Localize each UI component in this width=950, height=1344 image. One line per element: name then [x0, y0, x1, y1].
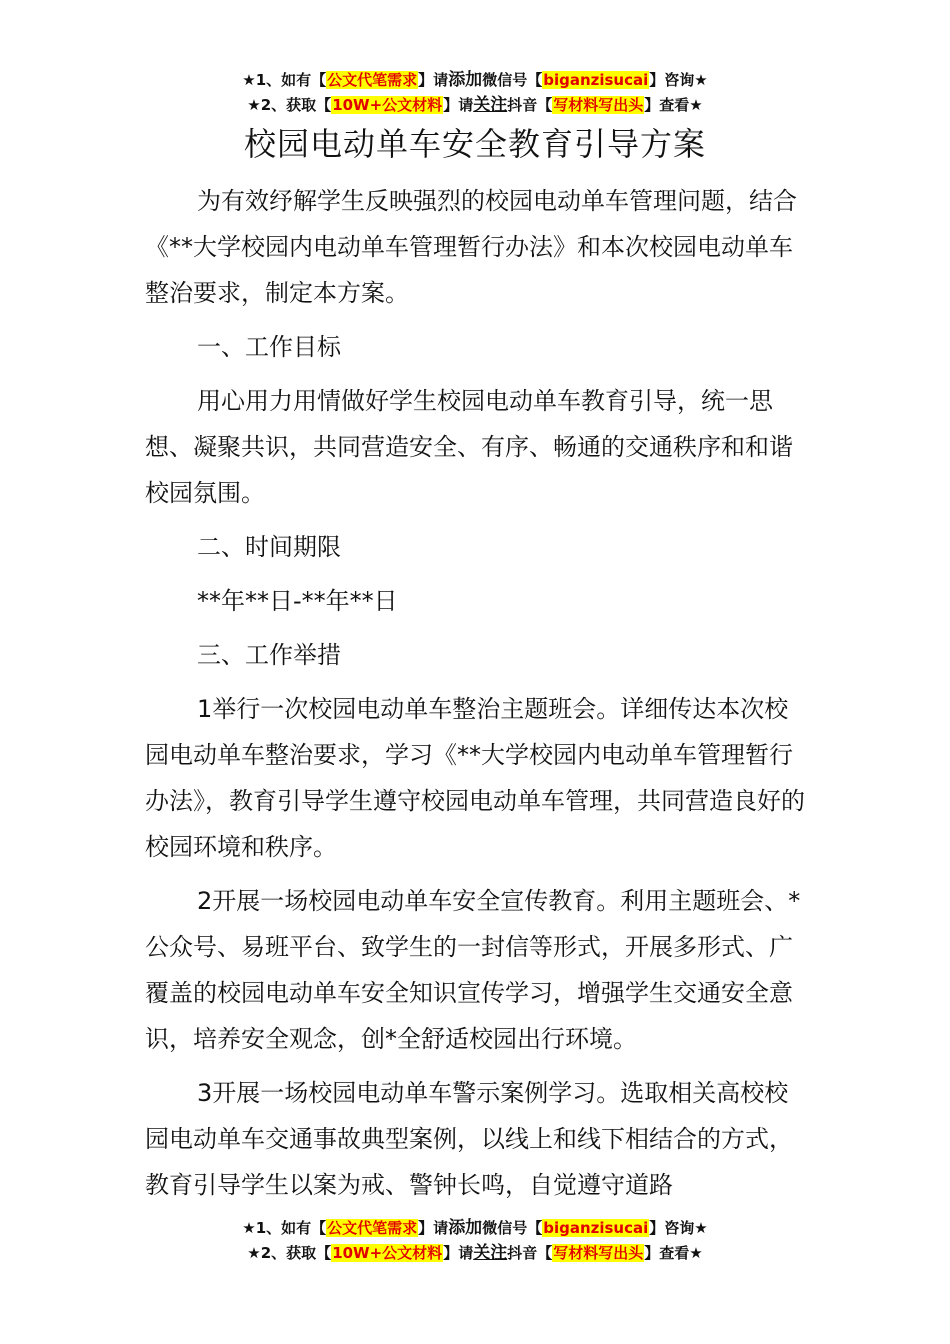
promo-line-1 — [0, 1216, 950, 1241]
promo-text: 微信号【 — [482, 71, 543, 89]
promo-line-2 — [0, 93, 950, 118]
promo-text: 】查看★ — [644, 1244, 703, 1262]
promo-text: ★2、获取【 — [247, 96, 332, 114]
paragraph-goal: 用心用力用情做好学生校园电动单车教育引导，统一思想、凝聚共识，共同营造安全、有序、畅通的交通秩序和和谐校园氛围。 — [145, 387, 793, 507]
promo-text: 】请 — [418, 1219, 449, 1237]
promo-highlight-douyin-id: 写材料写出头 — [553, 1244, 644, 1262]
paragraph-period: **年**日-**年**日 — [197, 587, 398, 615]
promo-text: 微信号【 — [482, 1219, 543, 1237]
section-heading-measures: 三、工作举措 — [197, 641, 341, 669]
promo-highlight: 公文代笔需求 — [327, 71, 418, 89]
promo-text: 】咨询★ — [649, 71, 708, 89]
promo-text: ★2、获取【 — [247, 1244, 332, 1262]
paragraph-intro: 为有效纾解学生反映强烈的校园电动单车管理问题，结合《**大学校园内电动单车管理暂行办法》和本次校园电动单车整治要求，制定本方案。 — [145, 187, 797, 307]
promo-text: 】请 — [443, 96, 474, 114]
promo-emphasis: 关注 — [473, 1243, 508, 1263]
promo-text: 抖音【 — [507, 96, 553, 114]
promo-text: ★1、如有【 — [242, 71, 327, 89]
promo-emphasis: 关注 — [473, 95, 508, 115]
promo-text: 抖音【 — [507, 1244, 553, 1262]
promo-line-1 — [0, 68, 950, 93]
paragraph-measure-1: 1举行一次校园电动单车整治主题班会。详细传达本次校园电动单车整治要求，学习《**大学校园内电动单车管理暂行办法》，教育引导学生遵守校园电动单车管理，共同营造良好的校园环境和秩序。 — [145, 695, 805, 861]
promo-text: 】请 — [418, 71, 449, 89]
promo-banner-bottom — [0, 1216, 950, 1266]
promo-banner-top — [0, 68, 950, 118]
promo-highlight-wechat-id: biganzisucai — [543, 1219, 649, 1237]
promo-text: 】咨询★ — [649, 1219, 708, 1237]
document-title: 校园电动单车安全教育引导方案 — [243, 125, 706, 163]
document-body — [145, 178, 810, 1216]
promo-highlight: 10W+公文材料 — [332, 96, 443, 114]
promo-line-2 — [0, 1241, 950, 1266]
promo-highlight: 10W+公文材料 — [332, 1244, 443, 1262]
promo-emphasis: 添加 — [448, 1218, 483, 1238]
section-heading-goal: 一、工作目标 — [197, 333, 341, 361]
promo-highlight: 公文代笔需求 — [327, 1219, 418, 1237]
section-heading-period: 二、时间期限 — [197, 533, 341, 561]
paragraph-measure-3: 3开展一场校园电动单车警示案例学习。选取相关高校校园电动单车交通事故典型案例，以线上和线下相结合的方式，教育引导学生以案为戒、警钟长鸣，自觉遵守道路 — [145, 1079, 793, 1199]
promo-emphasis: 添加 — [448, 70, 483, 90]
promo-text: 】请 — [443, 1244, 474, 1262]
promo-highlight-douyin-id: 写材料写出头 — [553, 96, 644, 114]
paragraph-measure-2: 2开展一场校园电动单车安全宣传教育。利用主题班会、*公众号、易班平台、致学生的一封信等形式，开展多形式、广覆盖的校园电动单车安全知识宣传学习，增强学生交通安全意识，培养安全观念，创*全舒适校园出行环境。 — [145, 887, 801, 1053]
promo-text: ★1、如有【 — [242, 1219, 327, 1237]
promo-highlight-wechat-id: biganzisucai — [543, 71, 649, 89]
promo-text: 】查看★ — [644, 96, 703, 114]
